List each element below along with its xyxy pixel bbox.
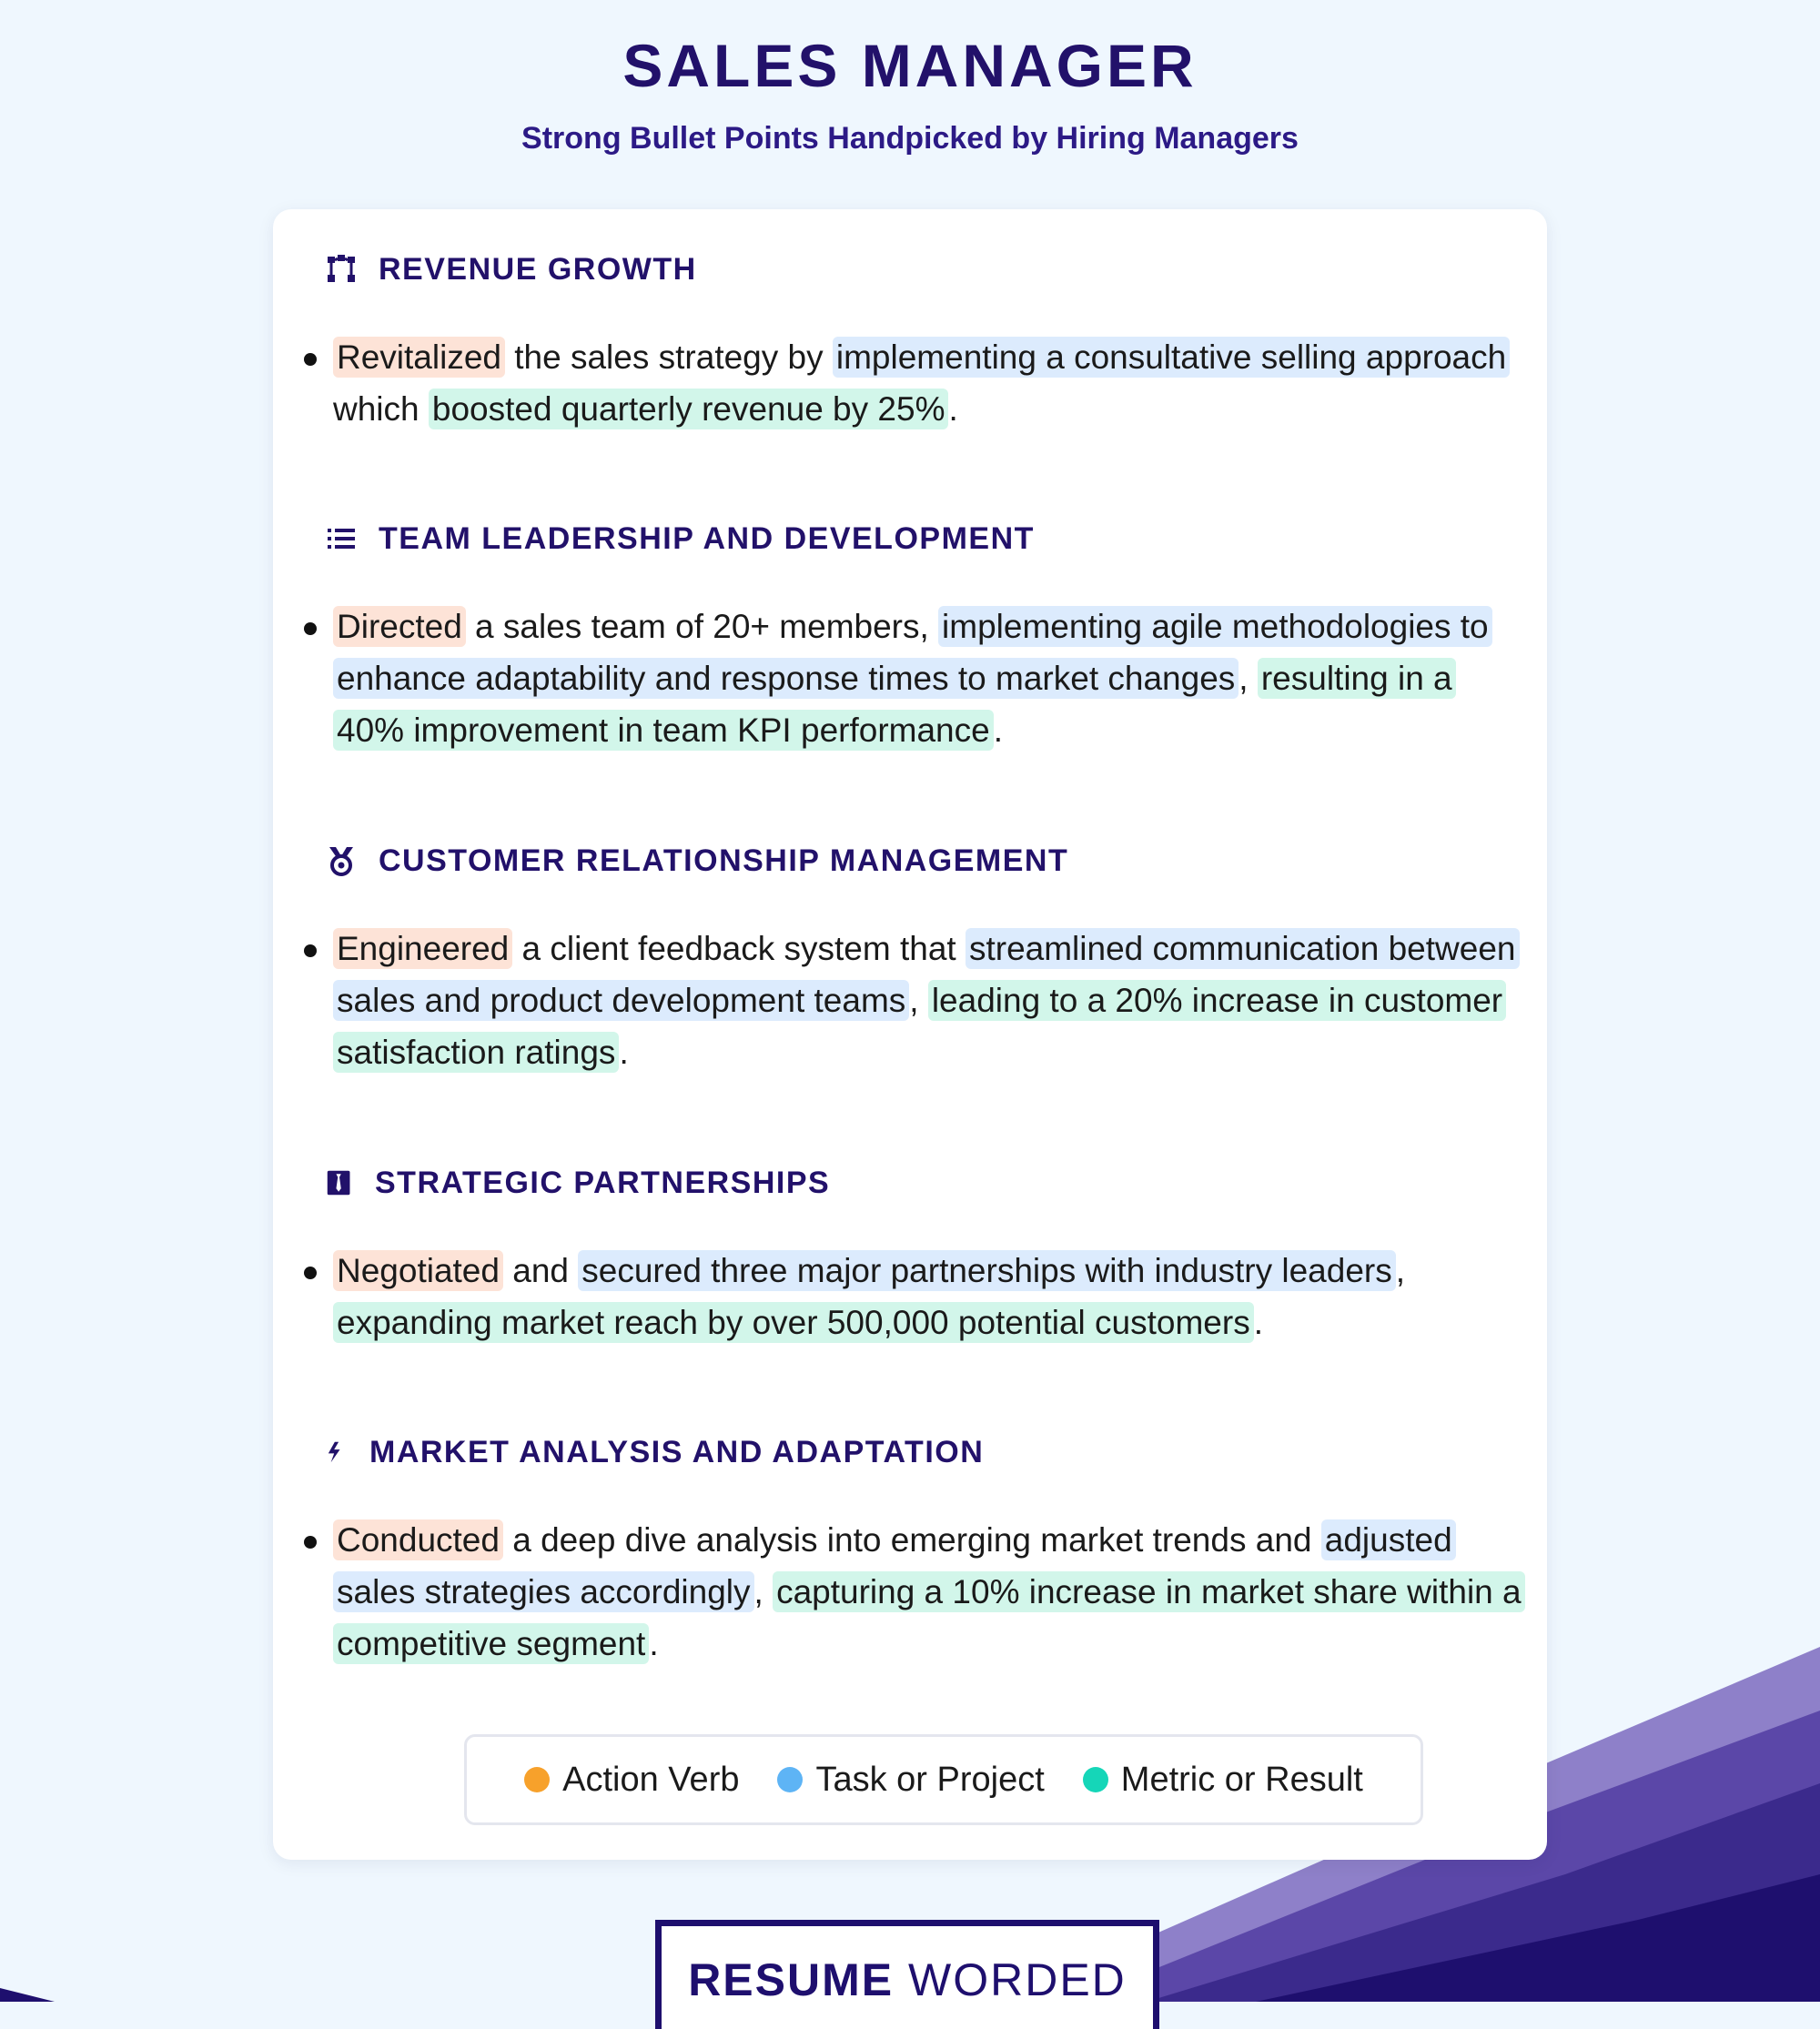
- highlight-legend: [464, 1734, 1423, 1825]
- legend-dot-blue: [777, 1767, 803, 1792]
- metric-highlight: boosted quarterly revenue by 25%: [429, 389, 949, 429]
- section-team-leadership: [326, 520, 1527, 756]
- bullet-item: [326, 1514, 1527, 1670]
- action-verb-highlight: Revitalized: [333, 337, 505, 378]
- bullet-item: [326, 923, 1527, 1078]
- section-revenue-growth: [326, 251, 1527, 435]
- bullet-dot: [304, 1267, 317, 1279]
- section-header: [326, 520, 1527, 557]
- logo-bold-word: RESUME: [688, 1954, 895, 2005]
- plain-text: a client feedback system that: [512, 930, 966, 967]
- action-verb-highlight: Engineered: [333, 928, 512, 969]
- metric-highlight: capturing a 10% increase in market share within a competitive segment: [333, 1571, 1525, 1664]
- section-header: [326, 1434, 1527, 1470]
- plain-text: ,: [1395, 1252, 1406, 1289]
- bullet-dot: [304, 353, 317, 366]
- bullet-text: [333, 601, 1527, 756]
- section-strategic-partnerships: [326, 1165, 1527, 1348]
- bullet-text: [333, 923, 1527, 1078]
- metric-highlight: expanding market reach by over 500,000 potential customers: [333, 1302, 1254, 1343]
- medal-icon: [326, 845, 357, 876]
- task-highlight: secured three major partnerships with industry leaders: [578, 1250, 1395, 1291]
- plain-text: ,: [909, 982, 928, 1019]
- bullet-text: [333, 1514, 1527, 1670]
- resume-worded-logo[interactable]: [655, 1920, 1159, 2029]
- section-title: CUSTOMER RELATIONSHIP MANAGEMENT: [379, 843, 1069, 878]
- section-market-analysis: [326, 1434, 1527, 1670]
- metric-highlight: resulting in a 40% improvement in team KPI performance: [333, 658, 1456, 751]
- section-header: [326, 251, 1527, 288]
- bullet-text: [333, 1245, 1527, 1348]
- plain-text: .: [1253, 1304, 1263, 1341]
- plain-text: a deep dive analysis into emerging market trends and: [502, 1521, 1321, 1559]
- legend-dot-teal: [1083, 1767, 1108, 1792]
- lightning-bolt-icon: [326, 1437, 348, 1468]
- bullet-points-card: [273, 209, 1547, 1860]
- legend-item-metric: [1083, 1761, 1363, 1800]
- legend-dot-orange: [524, 1767, 550, 1792]
- section-title: TEAM LEADERSHIP AND DEVELOPMENT: [379, 520, 1035, 556]
- plain-text: .: [649, 1625, 659, 1662]
- action-verb-highlight: Negotiated: [333, 1250, 503, 1291]
- section-title: REVENUE GROWTH: [379, 251, 697, 287]
- legend-label: Task or Project: [815, 1760, 1045, 1799]
- list-icon: [326, 523, 357, 554]
- action-verb-highlight: Conducted: [333, 1519, 503, 1560]
- business-tie-icon: [326, 1167, 353, 1198]
- bullet-dot: [304, 1536, 317, 1549]
- bullet-text: [333, 331, 1527, 435]
- metric-highlight: leading to a 20% increase in customer satisfaction ratings: [333, 980, 1506, 1073]
- network-nodes-icon: [326, 254, 357, 285]
- plain-text: ,: [753, 1573, 774, 1610]
- plain-text: the sales strategy by: [504, 338, 833, 376]
- page-title: SALES MANAGER: [622, 32, 1198, 99]
- task-highlight: implementing a consultative selling approach: [833, 337, 1510, 378]
- legend-item-task: [777, 1761, 1044, 1800]
- legend-item-action-verb: [524, 1761, 739, 1800]
- bullet-dot: [304, 944, 317, 957]
- plain-text: .: [993, 712, 1003, 749]
- task-highlight: implementing agile methodologies to enhance adaptability and response times to market changes: [333, 606, 1492, 699]
- task-highlight: streamlined communication between sales and product development teams: [333, 928, 1520, 1021]
- legend-label: Metric or Result: [1120, 1760, 1363, 1799]
- page-header: [0, 27, 1820, 158]
- section-header: [326, 1165, 1527, 1201]
- plain-text: which: [333, 390, 429, 428]
- plain-text: ,: [1239, 660, 1258, 697]
- logo-text: [688, 1953, 1127, 2006]
- page-subtitle: Strong Bullet Points Handpicked by Hiring Managers: [521, 121, 1299, 156]
- action-verb-highlight: Directed: [333, 606, 466, 647]
- bullet-dot: [304, 622, 317, 635]
- plain-text: and: [502, 1252, 579, 1289]
- bullet-item: [326, 601, 1527, 756]
- section-header: [326, 843, 1527, 879]
- legend-label: Action Verb: [562, 1760, 740, 1799]
- section-customer-relationship: [326, 843, 1527, 1078]
- section-title: MARKET ANALYSIS AND ADAPTATION: [369, 1434, 985, 1469]
- bullet-item: [326, 331, 1527, 435]
- plain-text: a sales team of 20+ members,: [465, 608, 939, 645]
- task-highlight: adjusted sales strategies accordingly: [333, 1519, 1456, 1612]
- section-title: STRATEGIC PARTNERSHIPS: [375, 1165, 831, 1200]
- logo-light-word: WORDED: [908, 1954, 1127, 2005]
- bullet-item: [326, 1245, 1527, 1348]
- plain-text: .: [948, 390, 958, 428]
- plain-text: .: [619, 1034, 629, 1071]
